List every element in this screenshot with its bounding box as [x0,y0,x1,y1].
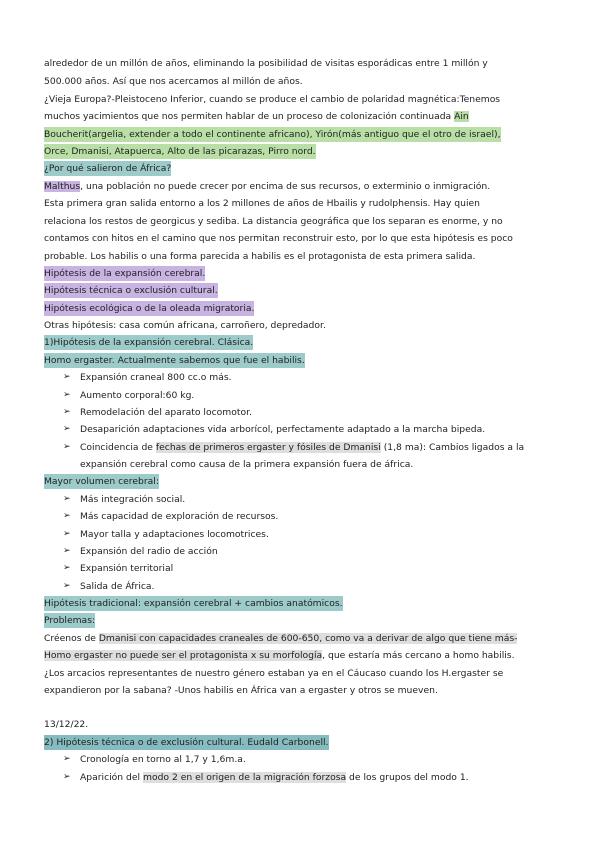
hypothesis-technical: Hipótesis técnica o exclusión cultural. [44,285,218,296]
problems-line-1: Créenos de Dmanisi con capacidades craneales de 600-650, como va a derivar de algo que tiene más- [44,633,518,644]
coincidence-bullet-cont: expansión cerebral como causa de la primera expansión fuera de áfrica. [80,459,414,470]
sites-highlight: Ain [454,111,469,122]
coincidence-bullet: Coincidencia de fechas de primeros ergaster y fósiles de Dmanisi (1,8 ma): Cambios ligados a la [80,442,525,453]
bullet-icon: ➢ [63,372,71,382]
bullet-icon: ➢ [63,390,71,400]
dmanisi-highlight: Dmanisi con capacidades craneales de 600-650, como va a derivar de algo que tiene más- [98,633,518,644]
salida-paragraph-2: relaciona los restos de georgicus y sediba. La distancia geográfica que los separan es enorme, y no [44,216,503,227]
expansion-bullet: Remodelación del aparato locomotor. [80,407,252,418]
bullet-icon: ➢ [63,442,71,452]
technical-bullet: Aparición del modo 2 en el origen de la migración forzosa de los grupos del modo 1. [80,772,469,783]
bullet-icon: ➢ [63,424,71,434]
bullet-icon: ➢ [63,772,71,782]
ergaster-heading: Homo ergaster. Actualmente sabemos que fue el habilis. [44,355,305,366]
bullet-icon: ➢ [63,494,71,504]
problems-line-2: Homo ergaster no puede ser el protagonista x su morfología, que estaría más cercano a homo habilis. [44,650,515,661]
sites-highlight-line-3: Orce, Dmanisi, Atapuerca, Alto de las picarazas, Pirro nord. [44,146,316,157]
expansion-bullet: Expansión craneal 800 cc.o más. [80,372,232,383]
date-label: 13/12/22. [44,719,89,730]
bullet-icon: ➢ [63,563,71,573]
vieja-europa-line-1: ¿Vieja Europa?-Pleistoceno Inferior, cuando se produce el cambio de polaridad magnética:Tenemos [44,94,501,105]
volume-bullet: Más integración social. [80,494,186,505]
other-hypotheses: Otras hipótesis: casa común africana, carroñero, depredador. [44,320,326,331]
technical-heading: 2) Hipótesis técnica o de exclusión cultural. Eudald Carbonell. [44,737,329,748]
bullet-icon: ➢ [63,529,71,539]
malthus-line: Malthus, una población no puede crecer por encima de sus recursos, o exterminio o inmigración. [44,181,491,192]
expansion-heading: 1)Hipótesis de la expansión cerebral. Clásica. [44,337,254,348]
bullet-icon: ➢ [63,407,71,417]
ergaster-highlight: Homo ergaster no puede ser el protagonista x su morfología [44,650,323,661]
bullet-icon: ➢ [63,546,71,556]
intro-line-1: alrededor de un millón de años, eliminando la posibilidad de visitas esporádicas entre 1 millón y [44,58,488,69]
hypothesis-brain: Hipótesis de la expansión cerebral. [44,268,206,279]
salida-paragraph-4: probable. Los habilis o una forma parecida a habilis es el protagonista de esta primera salida. [44,251,476,262]
problems-line-3: ¿Los arcacios representantes de nuestro género estaban ya en el Cáucaso cuando los H.ergaster se [44,668,504,679]
volume-bullet: Expansión territorial [80,563,174,574]
bullet-icon: ➢ [63,754,71,764]
malthus-highlight: Malthus [44,181,81,192]
volume-bullet: Expansión del radio de acción [80,546,218,557]
problems-heading: Problemas: [44,615,96,626]
dmanisi-dates-highlight: fechas de primeros ergaster y fósiles de Dmanisi [155,442,381,453]
intro-line-2: 500.000 años. Así que nos acercamos al millón de años. [44,76,303,87]
volume-bullet: Más capacidad de exploración de recursos. [80,511,279,522]
hypothesis-ecological: Hipótesis ecológica o de la oleada migratoria. [44,303,255,314]
technical-bullet: Cronología en torno al 1,7 y 1,6m.a. [80,754,246,765]
traditional-hypothesis: Hipótesis tradicional: expansión cerebral + cambios anatómicos. [44,598,343,609]
expansion-bullet: Desaparición adaptaciones vida arborícol, perfectamente adaptado a la marcha bipeda. [80,424,486,435]
problems-line-4: expandieron por la sabana? -Unos habilis en África van a ergaster y otros se mueven. [44,685,438,696]
volume-bullet: Mayor talla y adaptaciones locomotrices. [80,529,269,540]
vieja-europa-line-2: muchos yacimientos que nos permiten hablar de un proceso de colonización continuada Ain [44,111,469,122]
mode2-highlight: modo 2 en el origen de la migración forzosa [143,772,347,783]
salida-paragraph-1: Esta primera gran salida entorno a los 2 millones de años de Hbailis y rudolphensis. Hay quien [44,198,480,209]
question-heading: ¿Por qué salieron de África? [44,163,172,174]
mayor-volumen-heading: Mayor volumen cerebral: [44,476,159,487]
bullet-icon: ➢ [63,511,71,521]
salida-paragraph-3: contamos con hitos en el camino que nos permitan reconstruir esto, por lo que esta hipótesis es poco [44,233,513,244]
volume-bullet: Salida de África. [80,581,155,592]
sites-highlight-line-2: Boucherit(argelia, extender a todo el continente africano), Yirón(más antiguo que el otro de israel), [44,129,501,140]
bullet-icon: ➢ [63,581,71,591]
expansion-bullet: Aumento corporal:60 kg. [80,390,195,401]
